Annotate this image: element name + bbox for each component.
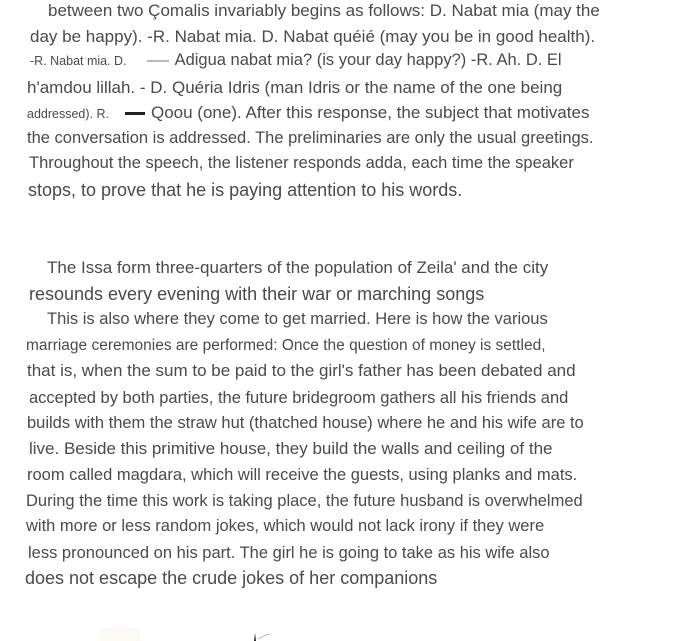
dash-mark	[125, 112, 145, 115]
text-line: accepted by both parties, the future bridegroom gathers all his friends and	[29, 389, 569, 407]
text-line: with more or less random jokes, which would not lack irony if they were	[26, 517, 545, 535]
text-line: the conversation is addressed. The preliminaries are only the usual greetings.	[27, 129, 594, 147]
text-fragment: Qoou (one). After this response, the subject that motivates	[150, 103, 590, 122]
text-line: marriage ceremonies are performed: Once the question of money is settled,	[26, 337, 546, 354]
text-fragment: addressed). R.	[27, 107, 109, 121]
text-line: During the time this work is taking place, the future husband is overwhelmed	[26, 492, 583, 510]
text-line: builds with them the straw hut (thatched house) where he and his wife are to	[27, 414, 584, 432]
dash-mark	[147, 60, 169, 62]
text-line: does not escape the crude jokes of her companions	[25, 568, 438, 588]
text-line: live. Beside this primitive house, they build the walls and ceiling of the	[29, 439, 553, 458]
text-line: resounds every evening with their war or marching songs	[29, 284, 485, 304]
text-line	[27, 104, 589, 122]
text-line: room called magdara, which will receive the guests, using planks and mats.	[27, 466, 578, 484]
text-line	[30, 52, 562, 69]
text-line: The Issa form three-quarters of the population of Zeila' and the city	[47, 258, 549, 277]
text-line: Throughout the speech, the listener responds adda, each time the speaker	[29, 154, 574, 172]
text-line: day be happy). -R. Nabat mia. D. Nabat quéié (may you be in good health).	[30, 27, 596, 46]
text-line: between two Çomalis invariably begins as follows: D. Nabat mia (may the	[48, 1, 600, 20]
text-line: This is also where they come to get married. Here is how the various	[47, 310, 548, 328]
scan-speck	[240, 630, 280, 641]
scan-speck	[98, 628, 140, 641]
text-line: less pronounced on his part. The girl he is going to take as his wife also	[28, 544, 550, 562]
text-line: that is, when the sum to be paid to the girl's father has been debated and	[27, 361, 576, 380]
text-line: h'amdou lillah. - D. Quéria Idris (man Idris or the name of the one being	[27, 78, 563, 97]
text-line: stops, to prove that he is paying attention to his words.	[28, 180, 463, 200]
text-fragment: -R. Nabat mia. D.	[30, 54, 127, 68]
text-fragment: Adigua nabat mia? (is your day happy?) -R. Ah. D. El	[174, 51, 562, 69]
